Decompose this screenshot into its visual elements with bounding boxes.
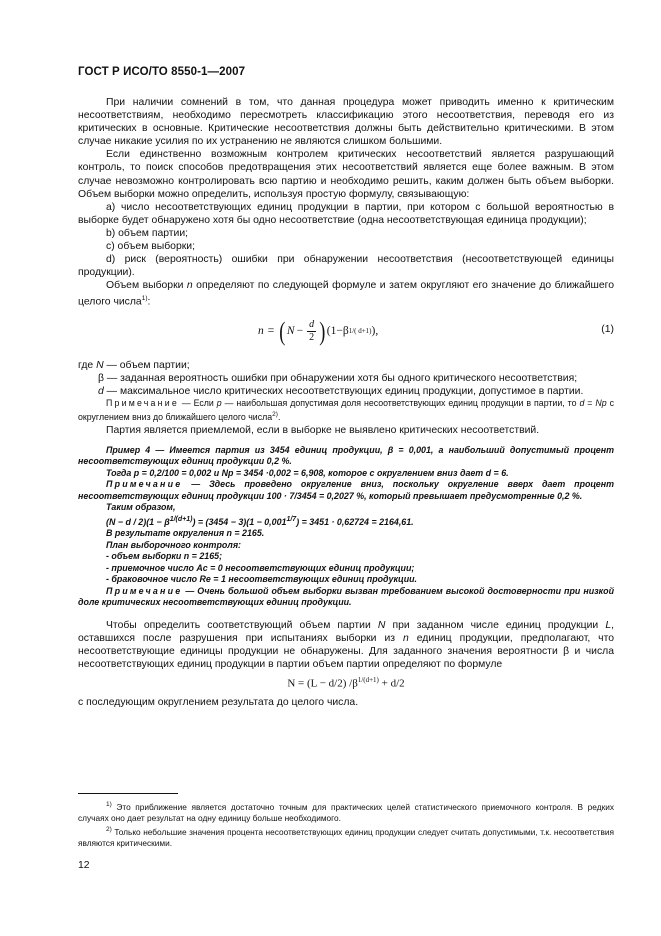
- paragraph-4: Партия является приемлемой, если в выборке не выявлено критических несоответствий.: [106, 424, 540, 436]
- page-header: ГОСТ Р ИСО/ТО 8550-1—2007: [78, 66, 246, 78]
- footnote-ref-1: 1): [141, 295, 148, 303]
- note-1-text-e: .: [277, 412, 281, 423]
- example-note: [78, 479, 614, 502]
- footnote-divider: [78, 793, 178, 794]
- calc-part-c: ) = 3451 · 0,62724 = 2164,61.: [296, 516, 414, 527]
- calc-part-b: ) = (3454 − 3)(1 − 0,001: [192, 516, 287, 527]
- list-item-c: c) объем выборки;: [106, 241, 195, 253]
- page-number: 12: [78, 860, 90, 871]
- where-d: [78, 385, 614, 398]
- example-calculation: [78, 514, 614, 528]
- footnote-2-text: Только небольшие значения процента несоответствующих единиц продукции следует считать допустимыми, т.к. несоответствия являются критическими.: [78, 826, 614, 849]
- list-item-d: d) риск (вероятность) ошибки при обнаружении несоответствия (несоответствующей единицы продукции).: [78, 254, 614, 279]
- p5-text-c: , оставшихся после разрушения при испытаниях выборки из: [78, 619, 614, 644]
- formula-minus: −: [296, 325, 304, 338]
- calc-part-a: (N − d / 2)(1 − β: [106, 516, 170, 527]
- p3-text-end: :: [147, 296, 151, 308]
- example-note-2-text: — Очень большой объем выборки вызван требованием высокой достоверности при низкой доле критических несоответствующих единиц продукции.: [78, 585, 614, 608]
- example-4-statement: Пример 4 — Имеется партия из 3454 единиц продукции, β = 0,001, а наибольший допустимый процент несоответствующих единиц продукции 0,2 %.: [78, 444, 614, 467]
- note-1-text-c: =: [584, 398, 596, 409]
- note-1-text-d: с округлением вниз до ближайшего целого числа: [78, 398, 614, 423]
- formula-1-expression: [258, 316, 379, 346]
- formula-2-exponent: 1/(d+1): [357, 676, 379, 685]
- list-item-a: a) число несоответствующих единиц продукции в партии, при котором с большой вероятностью в выборке будет обнаружено хотя бы одно несоответствие (одна несоответствующая единица продукции);: [78, 201, 614, 226]
- p5-var-L: L: [605, 619, 612, 631]
- where-N-desc: — объем партии;: [103, 359, 190, 371]
- p5-text-a: Чтобы определить соответствующий объем партии: [106, 619, 378, 631]
- fraction-denominator: 2: [309, 332, 315, 344]
- p5-var-N: N: [377, 619, 386, 631]
- example-4: [78, 445, 614, 609]
- footnote-1: [78, 799, 614, 824]
- p3-text-a: Объем выборки: [106, 280, 187, 292]
- p5-text-d: единиц продукции, предполагают, что несоответствующие единицы продукции не обнаружены. Для заданного значения вероятности β и числа несоответствующих единиц продукции в партии объем партии определяют по формуле: [78, 632, 614, 670]
- formula-exponent: 1/( d+1): [348, 327, 372, 336]
- equation-number: (1): [601, 323, 614, 335]
- formula-lhs: n: [258, 325, 264, 338]
- footnote-1-text: Это приближение является достаточно точным для практических целей статистического приемочного контроля. В редких случаях оно дает результат на одну единицу больше необходимого.: [78, 801, 614, 823]
- fraction-numerator: d: [309, 319, 315, 331]
- paragraph-3: [78, 279, 614, 309]
- main-text: [78, 96, 614, 709]
- note-1-var-p: p: [216, 398, 222, 409]
- paragraph-1: При наличии сомнений в том, что данная процедура может приводить именно к критическим несоответствиям, необходимо пересмотреть классификацию этого несоответствия, переводя его из критических в основные. Критические несоответствия должны быть действительно критическими. В этом случае никакие усилия по их устранению не являются слишком большими.: [78, 97, 614, 148]
- note-1-text-b: — наибольшая допустимая доля несоответствующих единиц продукции в партии, то: [221, 398, 580, 409]
- note-1-var-Np: Np: [595, 398, 607, 409]
- footnote-2: [78, 824, 614, 849]
- where-beta: β — заданная вероятность ошибки при обнаружении хотя бы одного критического несоответствия;: [98, 373, 578, 385]
- note-1-text-a: — Если: [178, 398, 217, 409]
- formula-N: N: [286, 325, 295, 338]
- list-item-b: b) объем партии;: [106, 227, 189, 239]
- p5-var-n: n: [402, 632, 409, 644]
- formula-2: [78, 674, 614, 691]
- example-result: В результате округления n = 2165.: [106, 528, 265, 539]
- paragraph-6: с последующим округлением результата до целого числа.: [78, 696, 359, 708]
- example-4-calc: Тогда p = 0,2/100 = 0,002 и Np = 3454 ·0,002 = 6,908, которое с округлением вниз дает d = 6.: [106, 467, 509, 478]
- paren-open-icon: (: [279, 316, 286, 346]
- footnote-ref-2: 2): [272, 411, 278, 419]
- example-plan-3: - браковочное число Re = 1 несоответствующих единиц продукции.: [106, 574, 418, 585]
- calc-exp-1: 1/(d+1): [169, 515, 193, 523]
- p3-text-b: определяют по следующей формуле и затем округляют его значение до ближайшего целого числа: [78, 280, 614, 308]
- example-note-2: [78, 586, 614, 609]
- formula-tail: (1−β: [326, 325, 349, 338]
- example-note-2-label: Примечание: [106, 585, 183, 596]
- example-plan: План выборочного контроля:: [106, 539, 241, 550]
- formula-2-part-b: + d/2: [378, 677, 405, 690]
- formula-close: ),: [371, 325, 379, 338]
- where-N: [78, 359, 614, 372]
- p5-text-b: при заданном числе единиц продукции: [385, 619, 606, 631]
- formula-fraction: [307, 319, 316, 344]
- note-1-var-d: d: [579, 398, 585, 409]
- example-thus: Таким образом,: [106, 502, 176, 513]
- where-var-N: N: [96, 359, 104, 371]
- p3-var-n: n: [186, 280, 193, 292]
- where-d-desc: — максимальное число критических несоответствующих единиц продукции, допустимое в партии.: [103, 386, 584, 398]
- example-plan-2: - приемочное число Ac = 0 несоответствующих единиц продукции;: [106, 562, 415, 573]
- example-note-text: — Здесь проведено округление вниз, поскольку округление вверх дает процент несоответствующих единиц продукции 100 · 7/3454 = 0,2027 %, который превышает предусмотренные 0,2 %.: [78, 479, 614, 501]
- formula-1: [78, 313, 614, 357]
- where-var-d: d: [98, 386, 104, 398]
- footnote-1-mark: 1): [106, 801, 112, 808]
- where-prefix: где: [78, 359, 97, 371]
- calc-exp-2: 1/7: [286, 515, 297, 523]
- paragraph-5: [78, 619, 614, 671]
- paragraph-2: Если единственно возможным контролем критических несоответствий является разрушающий контроль, то поиск способов предотвращения этих несоответствий является еще более важным. В этом случае невозможно контролировать всю партию и необходимо решить, каким должен быть объем выборки. Объем выборки можно определить, используя простую формулу, связывающую:: [78, 149, 614, 200]
- where-block: [78, 359, 614, 398]
- formula-2-part-a: N = (L − d/2) /β: [287, 677, 358, 690]
- paren-close-icon: ): [319, 316, 326, 346]
- note-1-label: Примечание: [106, 398, 179, 409]
- footnote-2-mark: 2): [106, 826, 112, 834]
- formula-eq: =: [267, 325, 275, 338]
- note-1: [78, 398, 614, 423]
- example-plan-1: - объем выборки n = 2165;: [106, 551, 223, 562]
- footnotes: [78, 799, 614, 849]
- example-note-label: Примечание: [106, 479, 183, 490]
